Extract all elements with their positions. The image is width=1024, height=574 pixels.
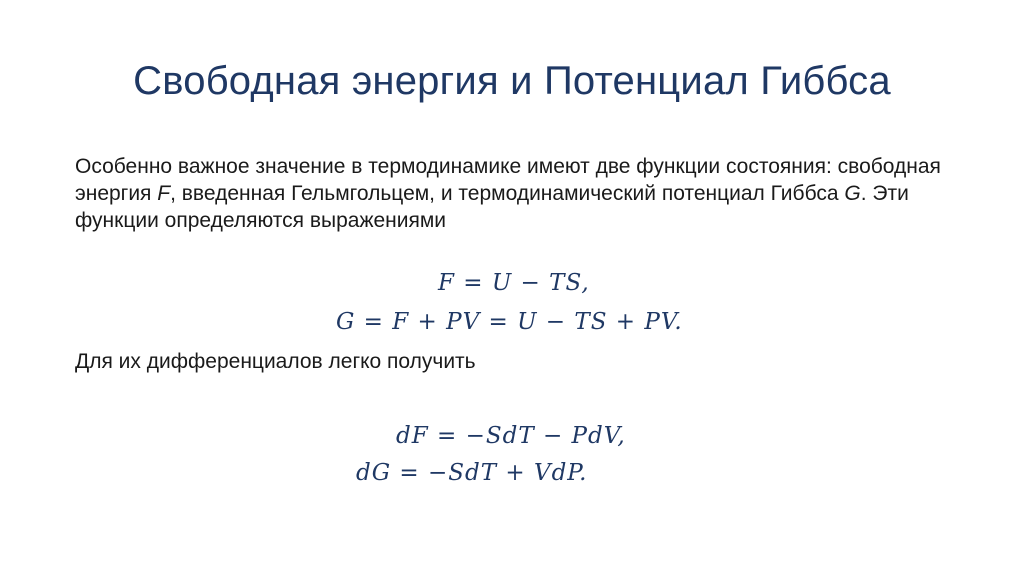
- differentials-label: Для их дифференциалов легко получить: [75, 350, 476, 373]
- formula-df: dF = −SdT − PdV,: [396, 423, 626, 449]
- intro-text-part-1: Особенно важное значение в термодинамике имеют две функции состояния: свободная энергия: [75, 155, 941, 205]
- formula-free-energy: F = U − TS,: [438, 270, 590, 296]
- formula-dg: dG = −SdT + VdP.: [356, 460, 588, 486]
- formula-gibbs-potential: G = F + PV = U − TS + PV.: [336, 309, 683, 335]
- slide-title: Свободная энергия и Потенциал Гиббса: [133, 59, 891, 103]
- slide-body: [75, 153, 955, 234]
- variable-f: F: [157, 182, 171, 205]
- intro-paragraph: [75, 153, 955, 234]
- intro-text-part-3: . Эти функции определяются выражениями: [75, 182, 909, 232]
- intro-text-part-2: , введенная Гельмгольцем, и термодинамический потенциал Гиббса: [170, 182, 845, 205]
- variable-g: G: [844, 182, 861, 205]
